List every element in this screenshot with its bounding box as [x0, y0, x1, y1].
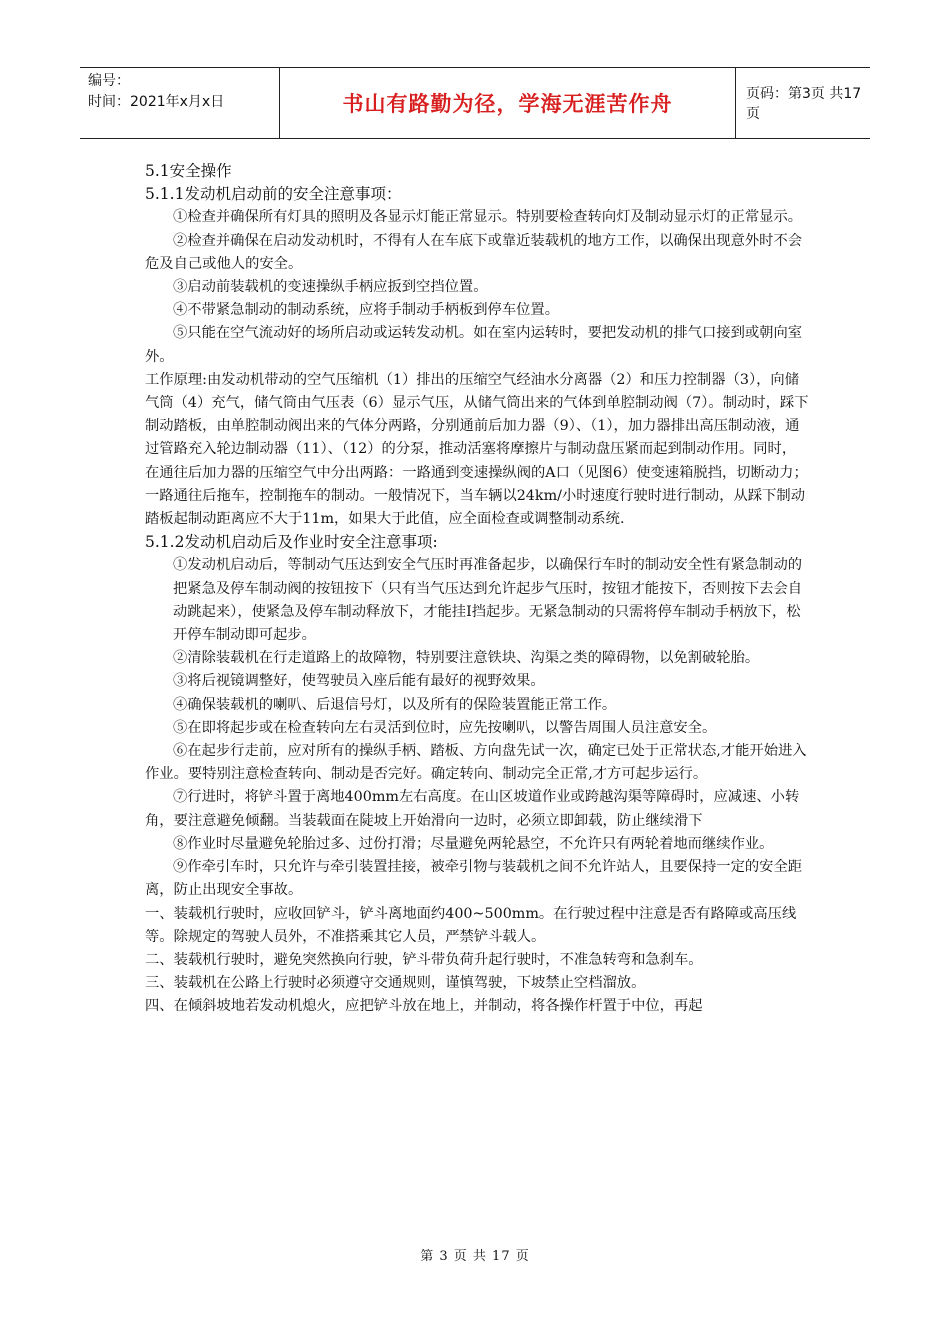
document-body: [145, 160, 810, 1019]
list-item: ③将后视镜调整好，使驾驶员入座后能有最好的视野效果。: [173, 673, 545, 690]
numbered-item: 三、装载机在公路上行驶时必须遵守交通规则，谨慎驾驶，下坡禁止空档溜放。: [145, 975, 646, 992]
list-item: ⑥在起步行走前，应对所有的操纵手柄、踏板、方向盘先试一次，确定已处于正常状态,才能开始进入作业。要特别注意检查转向、制动是否完好。确定转向、制动完全正常,才方可起步运行。: [145, 743, 807, 783]
list-item: ⑤只能在空气流动好的场所启动或运转发动机。如在室内运转时，要把发动机的排气口接到或朝向室外。: [145, 325, 803, 365]
list-item: ①发动机启动后，等制动气压达到安全气压时再准备起步，以确保行车时的制动安全性有紧急制动的把紧急及停车制动阀的按钮按下（只有当气压达到允许起步气压时，按钮才能按下，否则按下去会自动跳起来），使紧急及停车制动释放下，才能挂Ⅰ挡起步。无紧急制动的只需将停车制动手柄放下，松开停车制动即可起步。: [173, 557, 803, 644]
section-title-5-1-1: 5.1.1发动机启动前的安全注意事项：: [145, 185, 402, 204]
working-principle-paragraph: 工作原理:由发动机带动的空气压缩机（1）排出的压缩空气经油水分离器（2）和压力控制器（3），向储气筒（4）充气，储气筒由气压表（6）显示气压，从储气筒出来的气体到单腔制动阀（7）。制动时，踩下制动踏板，由单腔制动阀出来的气体分两路，分别通前后加力器（9）、（1），加力器排出高压制动液，通过管路充入轮边制动器（11）、（12）的分泵，推动活塞将摩擦片与制动盘压紧而起到制动作用。同时，在通往后加力器的压缩空气中分出两路：一路通到变速操纵阀的A口（见图6）使变速箱脱挡，切断动力；一路通往后拖车，控制拖车的制动。一般情况下，当车辆以24km/小时速度行驶时进行制动，从踩下制动踏板起制动距离应不大于11m，如果大于此值，应全面检查或调整制动系统.: [145, 371, 809, 528]
document-number-label: 编号：: [88, 73, 130, 89]
document-time-label: 时间：2021年x月x日: [88, 94, 225, 110]
list-item: ②清除装载机在行走道路上的故障物，特别要注意铁块、沟渠之类的障碍物，以免割破轮胎。: [173, 650, 760, 667]
numbered-item: 四、在倾斜坡地若发动机熄火，应把铲斗放在地上，并制动，将各操作杆置于中位，再起: [145, 998, 703, 1015]
list-item: ③启动前装载机的变速操纵手柄应扳到空挡位置。: [173, 279, 488, 296]
numbered-item: 一、装载机行驶时，应收回铲斗，铲斗离地面约400~500mm。在行驶过程中注意是否有路障或高压线等。除规定的驾驶人员外，不准搭乘其它人员，严禁铲斗载人。: [145, 905, 797, 945]
header-motto: 书山有路勤为径，学海无涯苦作舟: [280, 68, 736, 138]
list-item: ⑤在即将起步或在检查转向左右灵活到位时，应先按喇叭，以警告周围人员注意安全。: [173, 719, 717, 736]
header-meta: [80, 68, 280, 138]
section-title-5-1-2: 5.1.2发动机启动后及作业时安全注意事项:: [145, 533, 438, 552]
list-item: ④确保装载机的喇叭、后退信号灯，以及所有的保险装置能正常工作。: [173, 696, 617, 713]
list-item: ④不带紧急制动的制动系统，应将手制动手柄板到停车位置。: [173, 302, 560, 319]
page-footer: 第 3 页 共 17 页: [420, 1249, 530, 1264]
header-table: [80, 67, 870, 139]
numbered-item: 二、装载机行驶时，避免突然换向行驶，铲斗带负荷升起行驶时，不准急转弯和急刹车。: [145, 951, 703, 968]
section-title-5-1: 5.1安全操作: [145, 162, 232, 180]
list-item: ⑧作业时尽量避免轮胎过多、过份打滑；尽量避免两轮悬空，不允许只有两轮着地而继续作业。: [173, 835, 774, 852]
list-item: ②检查并确保在启动发动机时，不得有人在车底下或靠近装载机的地方工作，以确保出现意外时不会危及自己或他人的安全。: [145, 232, 803, 272]
list-item: ⑨作牵引车时，只允许与牵引装置挂接，被牵引物与装载机之间不允许站人，且要保持一定的安全距离，防止出现安全事故。: [145, 859, 803, 899]
header-page-info: 页码：第3页 共17页: [746, 86, 862, 122]
list-item: ⑦行进时，将铲斗置于离地400mm左右高度。在山区坡道作业或跨越沟渠等障碍时，应减速、小转角，要注意避免倾翻。当装载面在陡坡上开始滑向一边时，必须立即卸载，防止继续滑下: [145, 789, 800, 829]
list-item: ①检查并确保所有灯具的照明及各显示灯能正常显示。特别要检查转向灯及制动显示灯的正常显示。: [173, 209, 803, 226]
